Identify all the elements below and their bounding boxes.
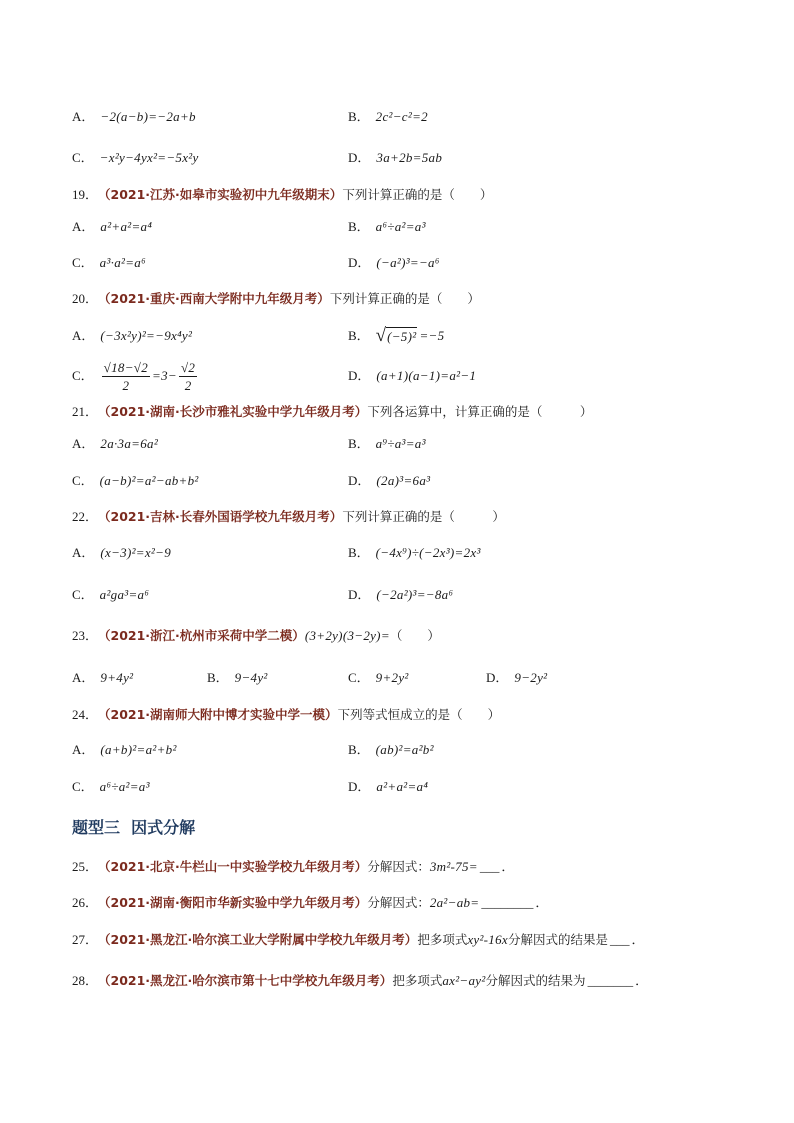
option-c [72,472,199,490]
fraction-numerator: √18−√2 [103,359,149,375]
question-source: （2021·黑龙江·哈尔滨工业大学附属中学校九年级月考） [98,932,418,947]
option-expression: (a−b)²=a²−ab+b² [99,473,199,488]
option-expression: a⁶÷a²=a³ [99,779,150,794]
option-a [72,108,196,126]
option-expression: (−a²)³=−a⁶ [376,255,440,270]
option-label: B． [348,109,370,124]
fraction [102,359,150,394]
option-expression: 2a·3a=6a² [100,436,159,451]
option-label: C． [72,150,94,165]
question-stem: 下列计算正确的是（ ） [342,509,505,524]
question-26 [72,894,734,912]
question-stem: 把多项式 [392,973,443,988]
question-number: 22． [72,509,99,524]
option-expression: =3− [152,368,177,383]
option-label: A． [72,219,95,234]
question-expression: 3m²-75= [429,859,478,874]
question-number: 24． [72,707,99,722]
question-stem: （ ） [389,628,440,643]
option-row [72,472,734,490]
question-end-punct: ． [635,973,649,988]
option-expression: 3a+2b=5ab [376,150,443,165]
question-source: （2021·湖南·衡阳市华新实验中学九年级月考） [98,895,368,910]
question-expression: xy²-16x [467,932,508,947]
option-a [72,218,152,236]
option-label: B． [348,742,370,757]
option-label: A． [72,545,95,560]
radical-sign: √ [375,325,387,346]
question-19 [72,186,734,204]
option-label: A． [72,670,95,685]
question-source: （2021·吉林·长春外国语学校九年级月考） [98,509,343,524]
question-source: （2021·黑龙江·哈尔滨市第十七中学校九年级月考） [98,973,393,988]
question-source: （2021·北京·牛栏山一中实验学校九年级月考） [98,859,368,874]
option-label: C． [72,255,94,270]
option-expression: (−2a²)³=−8a⁶ [376,587,454,602]
question-expression: (3+2y)(3−2y)= [304,628,390,643]
option-label: D． [348,255,371,270]
option-label: A． [72,328,95,343]
answer-blank[interactable]: ___ [609,932,630,947]
option-row [72,325,734,347]
option-d [486,669,547,687]
option-c [348,669,409,687]
option-d [348,778,428,796]
question-source: （2021·浙江·杭州市采荷中学二模） [98,628,305,643]
option-expression: a²+a²=a⁴ [100,219,153,234]
question-stem: 下列各运算中，计算正确的是（ ） [367,404,593,419]
option-row [72,669,734,687]
option-d [348,356,476,396]
option-a [72,435,158,453]
question-number: 20． [72,291,99,306]
option-label: B． [348,545,370,560]
option-label: D． [348,150,371,165]
question-end-punct: ． [631,932,645,947]
section-heading: 题型三 因式分解 [72,818,196,837]
question-stem: 下列等式恒成立的是（ ） [337,707,501,722]
option-row [72,586,734,604]
option-label: B． [348,436,370,451]
question-28 [72,972,734,990]
question-end-punct: ． [535,895,549,910]
question-number: 19． [72,187,99,202]
question-25 [72,858,734,876]
option-d [348,586,453,604]
question-source: （2021·江苏·如皋市实验初中九年级期末） [98,187,343,202]
option-expression: 9−4y² [234,670,268,685]
option-a [72,325,192,347]
option-c [72,586,149,604]
question-number: 28． [72,973,99,988]
option-expression: 2c²−c²=2 [375,109,428,124]
option-b [348,435,426,453]
question-number: 27． [72,932,99,947]
option-label: C． [72,587,94,602]
option-b [348,544,481,562]
option-expression: a⁹÷a³=a³ [375,436,426,451]
question-27 [72,931,734,949]
option-expression: (x−3)²=x²−9 [100,545,172,560]
option-expression: (a+b)²=a²+b² [100,742,177,757]
option-label: D． [348,587,371,602]
option-c [72,254,146,272]
question-21 [72,403,734,421]
option-expression: (a+1)(a−1)=a²−1 [376,368,477,383]
option-label: B． [348,219,370,234]
fraction [179,359,197,394]
option-row [72,435,734,453]
option-b [348,741,434,759]
option-label: C． [348,670,370,685]
option-d [348,254,440,272]
option-expression: −2(a−b)=−2a+b [100,109,196,124]
question-expression: ax²−ay² [442,973,486,988]
answer-blank[interactable]: _______ [587,973,634,988]
option-expression: (−3x²y)²=−9x⁴y² [100,328,193,343]
option-row [72,544,734,562]
question-number: 21． [72,404,99,419]
option-expression: 9+2y² [375,670,409,685]
option-d [348,472,430,490]
option-a [72,669,133,687]
option-expression: a²ga³=a⁶ [99,587,150,602]
option-expression: (2a)³=6a³ [376,473,431,488]
question-23 [72,627,734,645]
option-expression: =−5 [419,328,445,343]
question-24 [72,706,734,724]
question-stem: 分解因式： [367,859,430,874]
option-expression: 9−2y² [514,670,548,685]
option-c [72,149,199,167]
radicand: (−5)² [387,329,417,344]
option-row [72,149,734,167]
question-22 [72,508,734,526]
option-a [72,741,177,759]
option-a [72,544,171,562]
question-number: 26． [72,895,99,910]
question-stem-continued: 分解因式的结果是 [507,932,608,947]
option-label: C． [72,779,94,794]
option-row [72,356,734,396]
option-label: B． [348,328,370,343]
option-label: A． [72,742,95,757]
option-row [72,741,734,759]
fraction-numerator: √2 [180,359,196,375]
option-b [348,325,444,347]
answer-blank[interactable]: ___ [479,859,500,874]
fraction-denominator: 2 [184,377,192,393]
question-stem: 把多项式 [417,932,468,947]
option-expression: a²+a²=a⁴ [376,779,429,794]
option-label: D． [348,779,371,794]
option-b [207,669,268,687]
option-expression: −x²y−4yx²=−5x²y [99,150,199,165]
question-expression: 2a²−ab= [429,895,480,910]
question-stem: 分解因式： [367,895,430,910]
option-label: D． [348,473,371,488]
option-expression: 9+4y² [100,670,134,685]
option-c [72,778,150,796]
option-row [72,254,734,272]
option-expression: (−4x⁹)÷(−2x³)=2x³ [375,545,481,560]
option-row [72,778,734,796]
option-label: D． [348,368,371,383]
question-source: （2021·湖南师大附中博才实验中学一模） [98,707,338,722]
question-number: 23． [72,628,99,643]
option-label: A． [72,109,95,124]
option-row [72,218,734,236]
option-label: B． [207,670,229,685]
option-c [72,356,199,396]
question-number: 25． [72,859,99,874]
question-source: （2021·湖南·长沙市雅礼实验中学九年级月考） [98,404,368,419]
option-label: A． [72,436,95,451]
option-label: D． [486,670,509,685]
question-end-punct: ． [501,859,515,874]
question-stem: 下列计算正确的是（ ） [329,291,480,306]
option-expression: (ab)²=a²b² [375,742,434,757]
option-b [348,108,428,126]
option-expression: a⁶÷a²=a³ [375,219,426,234]
question-stem-continued: 分解因式的结果为 [485,973,586,988]
answer-blank[interactable]: ________ [481,895,534,910]
option-label: C． [72,368,94,383]
option-label: C． [72,473,94,488]
option-row [72,108,734,126]
fraction-denominator: 2 [122,377,130,393]
option-d [348,149,442,167]
option-expression: a³·a²=a⁶ [99,255,146,270]
question-20 [72,290,734,308]
option-b [348,218,426,236]
question-source: （2021·重庆·西南大学附中九年级月考） [98,291,330,306]
question-stem: 下列计算正确的是（ ） [342,187,493,202]
